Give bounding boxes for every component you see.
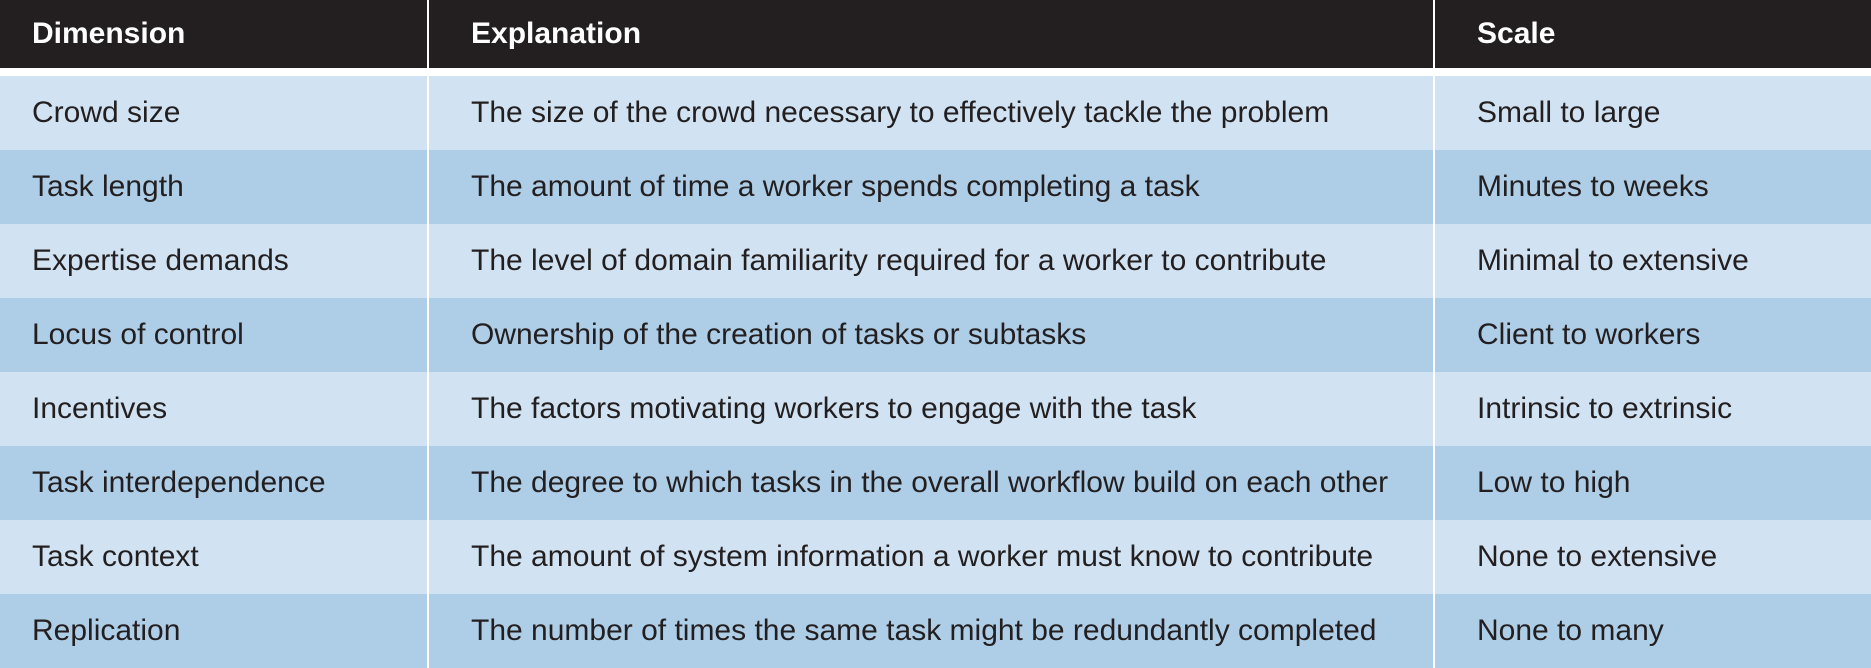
cell-explanation: Ownership of the creation of tasks or subtasks — [471, 318, 1087, 351]
cell-scale: Low to high — [1477, 466, 1631, 499]
table-row — [0, 520, 1871, 594]
table-body — [0, 76, 1871, 668]
header-explanation: Explanation — [471, 17, 642, 50]
cell-explanation: The degree to which tasks in the overall workflow build on each other — [471, 466, 1389, 499]
cell-explanation: The amount of system information a worker must know to contribute — [471, 540, 1374, 573]
cell-scale: Small to large — [1477, 96, 1661, 129]
cell-dimension: Task context — [32, 540, 199, 573]
cell-dimension: Incentives — [32, 392, 168, 425]
cell-dimension: Replication — [32, 614, 181, 647]
cell-explanation: The size of the crowd necessary to effectively tackle the problem — [471, 96, 1330, 129]
table-row — [0, 224, 1871, 298]
cell-dimension: Crowd size — [32, 96, 181, 129]
table-row — [0, 446, 1871, 520]
cell-scale: None to extensive — [1477, 540, 1718, 573]
cell-explanation: The factors motivating workers to engage with the task — [471, 392, 1197, 425]
cell-scale: Minutes to weeks — [1477, 170, 1709, 203]
table-row — [0, 76, 1871, 150]
cell-scale: Minimal to extensive — [1477, 244, 1749, 277]
cell-explanation: The level of domain familiarity required for a worker to contribute — [471, 244, 1327, 277]
table-row — [0, 594, 1871, 668]
header-scale: Scale — [1477, 17, 1556, 50]
cell-dimension: Locus of control — [32, 318, 244, 351]
table-header — [0, 0, 1871, 68]
cell-scale: Intrinsic to extrinsic — [1477, 392, 1733, 425]
cell-scale: Client to workers — [1477, 318, 1701, 351]
table-row — [0, 150, 1871, 224]
cell-dimension: Task length — [32, 170, 184, 203]
cell-explanation: The amount of time a worker spends completing a task — [471, 170, 1200, 203]
header-dimension: Dimension — [32, 17, 186, 50]
cell-scale: None to many — [1477, 614, 1664, 647]
table-row — [0, 298, 1871, 372]
table-row — [0, 372, 1871, 446]
cell-dimension: Expertise demands — [32, 244, 289, 277]
cell-explanation: The number of times the same task might be redundantly completed — [471, 614, 1377, 647]
cell-dimension: Task interdependence — [32, 466, 326, 499]
